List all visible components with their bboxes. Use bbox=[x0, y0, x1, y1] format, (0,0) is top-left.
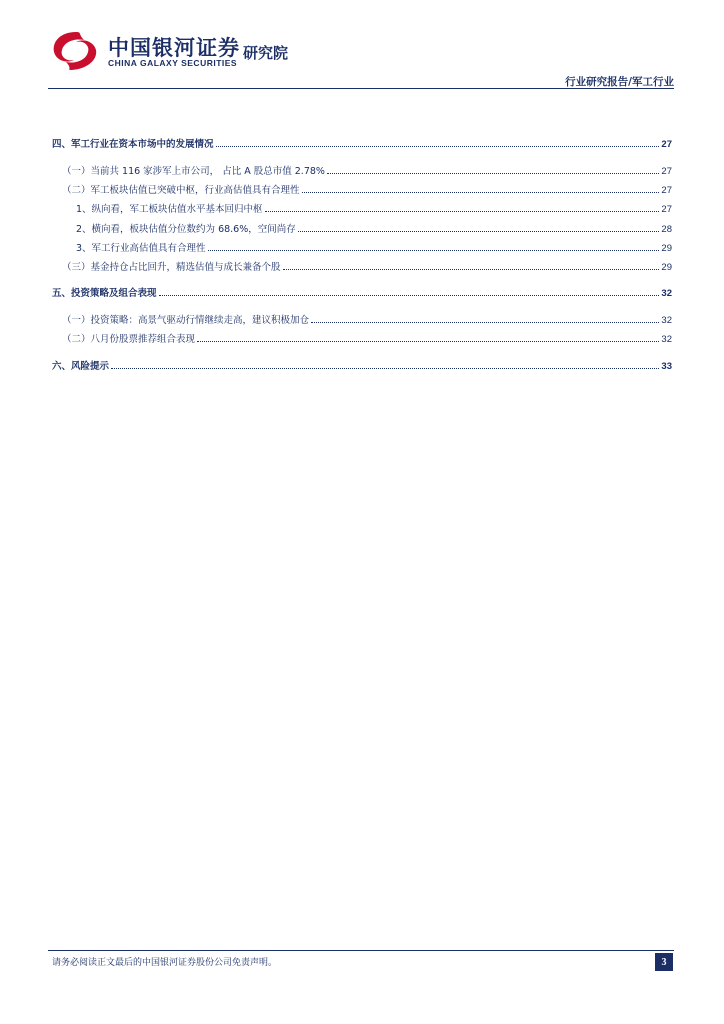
toc-entry[interactable] bbox=[52, 182, 672, 196]
toc-entry[interactable] bbox=[52, 259, 672, 273]
toc-leader-dots bbox=[302, 192, 660, 193]
toc-leader-dots bbox=[159, 295, 660, 296]
toc-entry-page: 32 bbox=[661, 315, 672, 326]
toc-entry[interactable] bbox=[52, 201, 672, 215]
page-header bbox=[48, 28, 674, 90]
toc-entry[interactable] bbox=[52, 331, 672, 345]
toc-entry-title: （三）基金持仓占比回升，精选估值与成长兼备个股 bbox=[62, 262, 281, 273]
toc-entry-title: （一）投资策略：高景气驱动行情继续走高，建议积极加仓 bbox=[62, 315, 310, 326]
toc-entry[interactable] bbox=[52, 240, 672, 254]
header-divider bbox=[48, 88, 674, 89]
toc-leader-dots bbox=[265, 211, 660, 212]
toc-entry-title: （二）八月份股票推荐组合表现 bbox=[62, 334, 196, 345]
toc-entry-page: 29 bbox=[661, 243, 672, 254]
toc-leader-dots bbox=[197, 341, 659, 342]
page-number-badge: 3 bbox=[655, 953, 673, 971]
report-type-label: 行业研究报告/军工行业 bbox=[565, 76, 674, 88]
toc-leader-dots bbox=[283, 269, 660, 270]
disclaimer-note: 请务必阅读正文最后的中国银河证券股份公司免责声明。 bbox=[52, 958, 278, 968]
toc-entry-page: 28 bbox=[661, 224, 672, 235]
toc-entry-page: 27 bbox=[661, 166, 672, 177]
toc-entry-title: 2、横向看，板块估值分位数约为 68.6%，空间尚存 bbox=[76, 224, 296, 235]
toc-entry-title: 1、纵向看，军工板块估值水平基本回归中枢 bbox=[76, 204, 263, 215]
toc-entry[interactable] bbox=[52, 358, 672, 372]
toc-entry[interactable] bbox=[52, 163, 672, 177]
toc-leader-dots bbox=[216, 146, 660, 147]
toc-entry[interactable] bbox=[52, 221, 672, 235]
toc-entry-title: （一）当前共 116 家涉军上市公司， 占比 A 股总市值 2.78% bbox=[62, 166, 325, 177]
toc-entry-page: 32 bbox=[661, 288, 672, 299]
toc-entry-title: （二）军工板块估值已突破中枢，行业高估值具有合理性 bbox=[62, 185, 300, 196]
brand-name-english: CHINA GALAXY SECURITIES bbox=[108, 58, 238, 68]
toc-leader-dots bbox=[208, 250, 660, 251]
toc-entry-page: 27 bbox=[661, 204, 672, 215]
toc-entry-page: 32 bbox=[661, 334, 672, 345]
toc-entry-title: 六、风险提示 bbox=[52, 361, 110, 372]
toc-leader-dots bbox=[327, 173, 659, 174]
toc-entry-page: 33 bbox=[661, 361, 672, 372]
toc-entry-page: 29 bbox=[661, 262, 672, 273]
toc-leader-dots bbox=[111, 368, 659, 369]
toc-leader-dots bbox=[311, 322, 659, 323]
galaxy-logo-icon bbox=[48, 28, 104, 74]
toc-leader-dots bbox=[298, 231, 660, 232]
institute-label: 研究院 bbox=[243, 44, 289, 62]
toc-entry-page: 27 bbox=[661, 139, 672, 150]
toc-entry-title: 五、投资策略及组合表现 bbox=[52, 288, 157, 299]
toc-entry-page: 27 bbox=[661, 185, 672, 196]
footer-divider bbox=[48, 950, 674, 951]
toc-entry-title: 3、军工行业高估值具有合理性 bbox=[76, 243, 206, 254]
toc-entry-title: 四、军工行业在资本市场中的发展情况 bbox=[52, 139, 214, 150]
toc-entry[interactable] bbox=[52, 136, 672, 150]
brand-name-chinese: 中国银河证券 bbox=[108, 36, 240, 60]
toc-entry[interactable] bbox=[52, 312, 672, 326]
toc-entry[interactable] bbox=[52, 285, 672, 299]
